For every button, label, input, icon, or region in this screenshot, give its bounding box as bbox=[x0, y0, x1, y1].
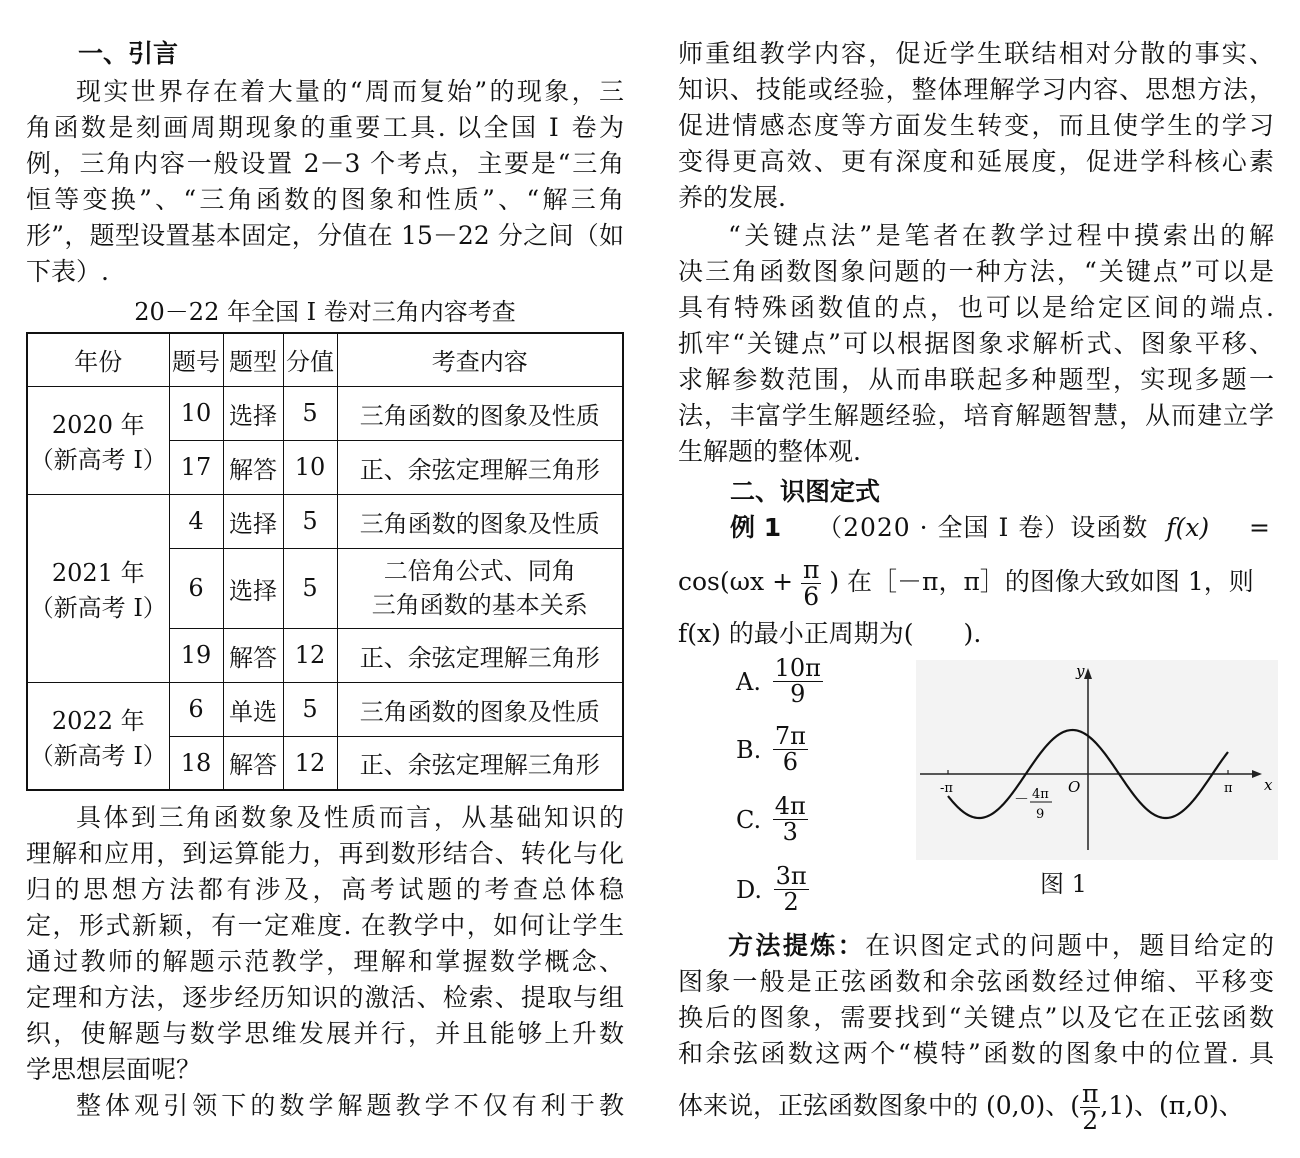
paragraph-line: 法，丰富学生解题经验，培育解题智慧，从而建立学 bbox=[678, 401, 1274, 430]
paragraph-line: 整体观引领下的数学解题教学不仅有利于教 bbox=[76, 1091, 624, 1120]
table-row bbox=[27, 494, 623, 548]
table-caption: 20－22 年全国 Ⅰ 卷对三角内容考查 bbox=[134, 298, 516, 326]
pi-over-two-fraction: $\frac{\pi}{2}$ bbox=[1081, 1078, 1099, 1135]
paragraph-line: 织，使解题与数学思维发展并行，并且能够上升数 bbox=[26, 1019, 624, 1048]
paragraph-line: 恒等变换”、“三角函数的图象和性质”、“解三角 bbox=[26, 185, 624, 214]
number-cell: 6 bbox=[169, 548, 223, 628]
option-d[interactable]: D. $\frac{3\pi}{2}$ bbox=[736, 862, 807, 917]
last-line: 体来说，正弦函数图象中的 (0,0)、( $\frac{\pi}{2}$ ,1)、(π,0)、 bbox=[678, 1078, 1244, 1135]
method-line: 方法提炼：在识图定式的问题中，题目给定的 bbox=[728, 931, 1274, 960]
paragraph-line: 决三角函数图象问题的一种方法，“关键点”可以是 bbox=[678, 257, 1274, 286]
cos-prefix: cos(ωx + bbox=[678, 567, 794, 596]
header-year: 年份 bbox=[27, 333, 169, 386]
type-cell: 单选 bbox=[223, 682, 283, 736]
question-end-line: f(x) 的最小正周期为( ). bbox=[678, 619, 982, 648]
content-cell: 正、余弦定理解三角形 bbox=[337, 628, 623, 682]
mark-denominator: 9 bbox=[1036, 807, 1045, 822]
year-cell: 2022 年 （新高考 Ⅰ） bbox=[27, 682, 169, 790]
type-cell: 解答 bbox=[223, 628, 283, 682]
paragraph-line: 抓牢“关键点”可以根据图象求解析式、图象平移、 bbox=[678, 329, 1274, 358]
method-label: 方法提炼： bbox=[728, 931, 866, 960]
section-heading-intro: 一、引言 bbox=[78, 39, 179, 68]
year-cell: 2021 年 （新高考 Ⅰ） bbox=[27, 494, 169, 682]
score-cell: 5 bbox=[283, 682, 337, 736]
paragraph-line: 图象一般是正弦函数和余弦函数经过伸缩、平移变 bbox=[678, 967, 1274, 996]
figure-1-graph bbox=[916, 660, 1278, 860]
paragraph-line: 理解和应用，到运算能力，再到数形结合、转化与化 bbox=[26, 839, 624, 868]
example-label: 例 1 bbox=[730, 513, 782, 542]
paragraph-line: 知识、技能或经验，整体理解学习内容、思想方法， bbox=[678, 75, 1274, 104]
header-type: 题型 bbox=[223, 333, 283, 386]
function-fx: f(x) bbox=[1166, 513, 1210, 542]
paragraph-line: 养的发展. bbox=[678, 183, 786, 212]
paragraph-line: 学思想层面呢？ bbox=[26, 1055, 202, 1084]
header-score: 分值 bbox=[283, 333, 337, 386]
example-source: （2020 · 全国 Ⅰ 卷）设函数 bbox=[817, 513, 1149, 542]
header-number: 题号 bbox=[169, 333, 223, 386]
paragraph-line: 师重组教学内容，促近学生联结相对分散的事实、 bbox=[678, 39, 1274, 68]
number-cell: 18 bbox=[169, 736, 223, 790]
paragraph-line: 变得更高效、更有深度和延展度，促进学科核心素 bbox=[678, 147, 1274, 176]
x-axis-label: x bbox=[1264, 776, 1273, 794]
paragraph-line: 生解题的整体观. bbox=[678, 437, 861, 466]
paragraph-line: “关键点法”是笔者在教学过程中摸索出的解 bbox=[728, 221, 1274, 250]
score-cell: 12 bbox=[283, 628, 337, 682]
exam-table bbox=[26, 332, 624, 791]
paragraph-line: 归的思想方法都有涉及，高考试题的考查总体稳 bbox=[26, 875, 624, 904]
equals-sign: = bbox=[1249, 513, 1270, 542]
paragraph-line: 求解参数范围，从而串联起多种题型，实现多题一 bbox=[678, 365, 1274, 394]
paragraph-line: 和余弦函数这两个“模特”函数的图象中的位置. 具 bbox=[678, 1039, 1274, 1068]
mark-numerator: 4π bbox=[1032, 787, 1049, 802]
origin-label: O bbox=[1068, 778, 1081, 796]
content-cell: 二倍角公式、同角 三角函数的基本关系 bbox=[337, 548, 623, 628]
pi-label: π bbox=[1224, 781, 1233, 796]
year-cell: 2020 年 （新高考 Ⅰ） bbox=[27, 386, 169, 494]
paragraph-line: 例，三角内容一般设置 2－3 个考点，主要是“三角 bbox=[26, 149, 624, 178]
type-cell: 选择 bbox=[223, 494, 283, 548]
mark-minus: － bbox=[1014, 790, 1030, 808]
number-cell: 19 bbox=[169, 628, 223, 682]
type-cell: 选择 bbox=[223, 386, 283, 440]
type-cell: 选择 bbox=[223, 548, 283, 628]
paragraph-line: 换后的图象，需要找到“关键点”以及它在正弦函数 bbox=[678, 1003, 1274, 1032]
table-header-row bbox=[27, 333, 623, 386]
content-cell: 三角函数的图象及性质 bbox=[337, 682, 623, 736]
type-cell: 解答 bbox=[223, 440, 283, 494]
graph-background bbox=[916, 660, 1278, 860]
score-cell: 5 bbox=[283, 386, 337, 440]
content-cell: 三角函数的图象及性质 bbox=[337, 494, 623, 548]
paragraph-line: 具有特殊函数值的点，也可以是给定区间的端点. bbox=[678, 293, 1274, 322]
paragraph-line: 下表）. bbox=[26, 257, 109, 286]
type-cell: 解答 bbox=[223, 736, 283, 790]
y-axis-label: y bbox=[1076, 662, 1085, 680]
pi-over-six-fraction: $\frac{\pi}{6}$ bbox=[802, 554, 820, 611]
cos-expression-line bbox=[678, 552, 1274, 612]
neg-pi-label: -π bbox=[940, 781, 953, 796]
score-cell: 12 bbox=[283, 736, 337, 790]
number-cell: 17 bbox=[169, 440, 223, 494]
score-cell: 10 bbox=[283, 440, 337, 494]
option-b[interactable]: B. $\frac{7\pi}{6}$ bbox=[736, 722, 806, 777]
content-cell: 三角函数的图象及性质 bbox=[337, 386, 623, 440]
paragraph-line: 具体到三角函数象及性质而言，从基础知识的 bbox=[76, 803, 624, 832]
number-cell: 10 bbox=[169, 386, 223, 440]
paragraph-line: 定理和方法，逐步经历知识的激活、检索、提取与组 bbox=[26, 983, 624, 1012]
number-cell: 4 bbox=[169, 494, 223, 548]
paragraph-line: 现实世界存在着大量的“周而复始”的现象，三 bbox=[76, 77, 624, 106]
paragraph-line: 形”，题型设置基本固定，分值在 15－22 分之间（如 bbox=[26, 221, 624, 250]
score-cell: 5 bbox=[283, 494, 337, 548]
section-heading-figure: 二、识图定式 bbox=[730, 477, 881, 506]
paragraph-line: 角函数是刻画周期现象的重要工具. 以全国 Ⅰ 卷为 bbox=[26, 113, 624, 142]
table-row bbox=[27, 386, 623, 440]
content-cell: 正、余弦定理解三角形 bbox=[337, 440, 623, 494]
example-line bbox=[678, 510, 1274, 546]
table-row bbox=[27, 682, 623, 736]
option-a[interactable]: A. $\frac{10\pi}{9}$ bbox=[736, 654, 821, 709]
paragraph-line: 通过教师的解题示范教学，理解和掌握数学概念、 bbox=[26, 947, 624, 976]
option-c[interactable]: C. $\frac{4\pi}{3}$ bbox=[736, 792, 806, 847]
paragraph-line: 促进情感态度等方面发生转变，而且使学生的学习 bbox=[678, 111, 1274, 140]
number-cell: 6 bbox=[169, 682, 223, 736]
score-cell: 5 bbox=[283, 548, 337, 628]
figure-caption: 图 1 bbox=[1040, 870, 1087, 898]
cos-suffix: ) 在［－π，π］的图像大致如图 1，则 bbox=[829, 567, 1254, 596]
paragraph-line: 定，形式新颖，有一定难度. 在教学中，如何让学生 bbox=[26, 911, 624, 940]
content-cell: 正、余弦定理解三角形 bbox=[337, 736, 623, 790]
header-content: 考查内容 bbox=[337, 333, 623, 386]
